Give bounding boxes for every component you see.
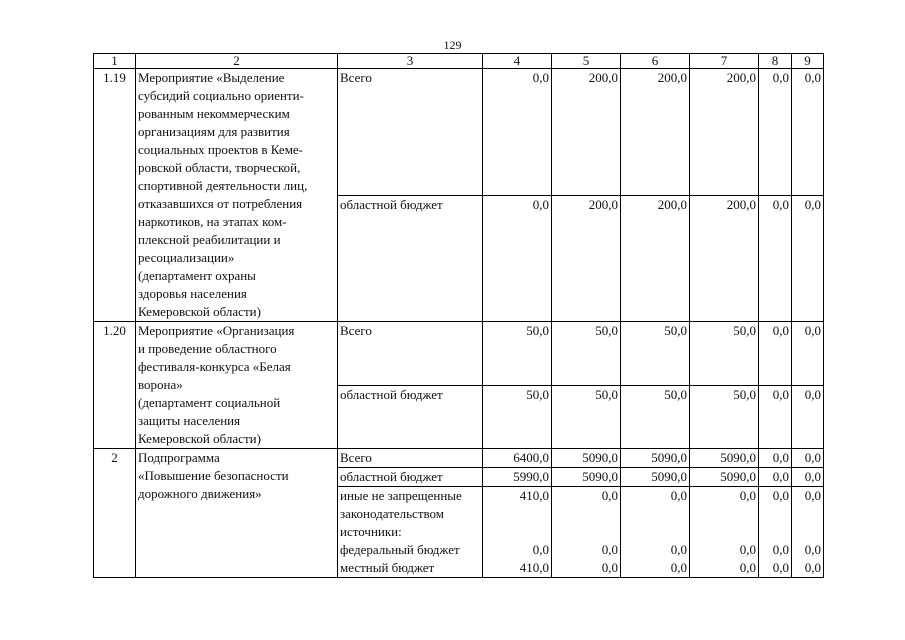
cell-text-line: Подпрограмма	[138, 450, 220, 465]
cell-text-line: 0,0	[739, 542, 756, 557]
value-cell: 0,0	[792, 385, 824, 449]
cell-text-line: 0,0	[739, 488, 756, 503]
value-cell: 6400,0	[483, 449, 552, 468]
cell-text-line: 0,0	[532, 542, 549, 557]
value-cell: 5990,0	[483, 468, 552, 487]
cell-text-line: источники:	[340, 524, 402, 539]
value-cell: 0,0	[759, 468, 792, 487]
cell-text-line: ресоциализации»	[138, 250, 235, 265]
cell-text-line: 410,0	[519, 488, 549, 503]
funding-source	[338, 69, 483, 196]
value-cell	[690, 487, 759, 578]
funding-source	[338, 322, 483, 386]
cell-text-line: социальных проектов в Кеме-	[138, 142, 304, 157]
value-cell: 0,0	[483, 195, 552, 322]
budget-table	[93, 53, 824, 578]
cell-text-line: 0,0	[601, 488, 618, 503]
cell-text-line	[794, 523, 821, 541]
value-cell: 200,0	[552, 195, 621, 322]
cell-text-line	[761, 523, 789, 541]
value-cell: 50,0	[552, 322, 621, 386]
cell-text-line: Кемеровской области)	[138, 304, 261, 319]
cell-text-line: (департамент охраны	[138, 268, 256, 283]
value-cell: 5090,0	[552, 449, 621, 468]
cell-text-line: 0,0	[804, 488, 821, 503]
cell-text-line: 0,0	[739, 560, 756, 575]
cell-text-line: 0,0	[772, 542, 789, 557]
cell-text-line: «Повышение безопасности	[138, 468, 289, 483]
value-cell: 5090,0	[552, 468, 621, 487]
value-cell: 200,0	[621, 195, 690, 322]
value-cell: 0,0	[759, 449, 792, 468]
cell-text-line: здоровья населения	[138, 286, 247, 301]
cell-text-line: 0,0	[601, 560, 618, 575]
funding-source	[338, 195, 483, 322]
value-cell: 0,0	[792, 449, 824, 468]
cell-text-line: 0,0	[772, 560, 789, 575]
funding-source	[338, 385, 483, 449]
cell-text-line: организациям для развития	[138, 124, 290, 139]
value-cell: 0,0	[759, 69, 792, 196]
cell-text-line: (департамент социальной	[138, 395, 281, 410]
value-cell: 200,0	[690, 69, 759, 196]
value-cell: 200,0	[621, 69, 690, 196]
header-cell-4: 4	[483, 54, 552, 69]
activity-description	[136, 69, 338, 322]
cell-text-line: Всего	[340, 70, 372, 85]
cell-text-line: Всего	[340, 450, 372, 465]
table-row	[94, 449, 824, 468]
value-cell: 50,0	[621, 322, 690, 386]
header-cell-2: 2	[136, 54, 338, 69]
value-cell: 5090,0	[690, 449, 759, 468]
value-cell: 5090,0	[621, 468, 690, 487]
value-cell	[621, 487, 690, 578]
header-cell-3: 3	[338, 54, 483, 69]
cell-text-line	[554, 523, 618, 541]
cell-text-line: Кемеровской области)	[138, 431, 261, 446]
cell-text-line: ровской области, творческой,	[138, 160, 301, 175]
cell-text-line	[623, 523, 687, 541]
value-cell: 200,0	[690, 195, 759, 322]
cell-text-line: федеральный бюджет	[340, 542, 460, 557]
row-number: 2	[94, 449, 136, 578]
cell-text-line	[692, 505, 756, 523]
cell-text-line: 0,0	[670, 488, 687, 503]
value-cell	[552, 487, 621, 578]
value-cell: 0,0	[792, 468, 824, 487]
cell-text-line: спортивной деятельности лиц,	[138, 178, 308, 193]
cell-text-line	[692, 523, 756, 541]
value-cell: 0,0	[792, 69, 824, 196]
cell-text-line	[794, 505, 821, 523]
cell-text-line: 0,0	[772, 488, 789, 503]
value-cell: 50,0	[690, 385, 759, 449]
cell-text-line: ворона»	[138, 377, 183, 392]
cell-text-line: 410,0	[519, 560, 549, 575]
value-cell: 5090,0	[690, 468, 759, 487]
value-cell: 0,0	[759, 322, 792, 386]
value-cell: 50,0	[483, 385, 552, 449]
value-cell: 200,0	[552, 69, 621, 196]
value-cell: 50,0	[621, 385, 690, 449]
table-row	[94, 69, 824, 196]
header-cell-7: 7	[690, 54, 759, 69]
cell-text-line	[761, 505, 789, 523]
value-cell: 5090,0	[621, 449, 690, 468]
cell-text-line: и проведение областного	[138, 341, 277, 356]
cell-text-line: 0,0	[804, 542, 821, 557]
activity-description	[136, 322, 338, 449]
cell-text-line: Мероприятие «Организация	[138, 323, 295, 338]
value-cell: 50,0	[483, 322, 552, 386]
funding-source	[338, 449, 483, 468]
value-cell: 0,0	[759, 385, 792, 449]
value-cell: 50,0	[552, 385, 621, 449]
row-number: 1.19	[94, 69, 136, 322]
cell-text-line: Всего	[340, 323, 372, 338]
cell-text-line: 0,0	[601, 542, 618, 557]
cell-text-line: областной бюджет	[340, 196, 443, 212]
funding-source	[338, 487, 483, 578]
value-cell: 0,0	[759, 195, 792, 322]
header-row	[94, 54, 824, 69]
value-cell	[792, 487, 824, 578]
header-cell-6: 6	[621, 54, 690, 69]
cell-text-line: местный бюджет	[340, 560, 435, 575]
value-cell	[759, 487, 792, 578]
header-cell-5: 5	[552, 54, 621, 69]
table-row	[94, 322, 824, 386]
cell-text-line: законодательством	[340, 506, 445, 521]
cell-text-line: наркотиков, на этапах ком-	[138, 214, 287, 229]
cell-text-line: иные не запрещенные	[340, 488, 462, 503]
cell-text-line: Мероприятие «Выделение	[138, 70, 285, 85]
cell-text-line: областной бюджет	[340, 469, 443, 484]
value-cell	[483, 487, 552, 578]
cell-text-line: 0,0	[670, 542, 687, 557]
cell-text-line: отказавшихся от потребления	[138, 196, 303, 211]
cell-text-line	[554, 505, 618, 523]
cell-text-line: дорожного движения»	[138, 486, 262, 501]
row-number: 1.20	[94, 322, 136, 449]
cell-text-line: областной бюджет	[340, 386, 443, 402]
cell-text-line: 0,0	[804, 560, 821, 575]
cell-text-line	[485, 505, 549, 523]
value-cell: 50,0	[690, 322, 759, 386]
cell-text-line: субсидий социально ориенти-	[138, 88, 304, 103]
header-cell-9: 9	[792, 54, 824, 69]
cell-text-line	[623, 505, 687, 523]
value-cell: 0,0	[483, 69, 552, 196]
header-cell-1: 1	[94, 54, 136, 69]
cell-text-line: 0,0	[670, 560, 687, 575]
cell-text-line: фестиваля-конкурса «Белая	[138, 359, 291, 374]
cell-text-line	[485, 523, 549, 541]
value-cell: 0,0	[792, 195, 824, 322]
cell-text-line: плексной реабилитации и	[138, 232, 281, 247]
cell-text-line: защиты населения	[138, 413, 241, 428]
header-cell-8: 8	[759, 54, 792, 69]
activity-description	[136, 449, 338, 578]
cell-text-line: рованным некоммерческим	[138, 106, 290, 121]
page-number: 129	[443, 38, 462, 52]
value-cell: 0,0	[792, 322, 824, 386]
funding-source	[338, 468, 483, 487]
